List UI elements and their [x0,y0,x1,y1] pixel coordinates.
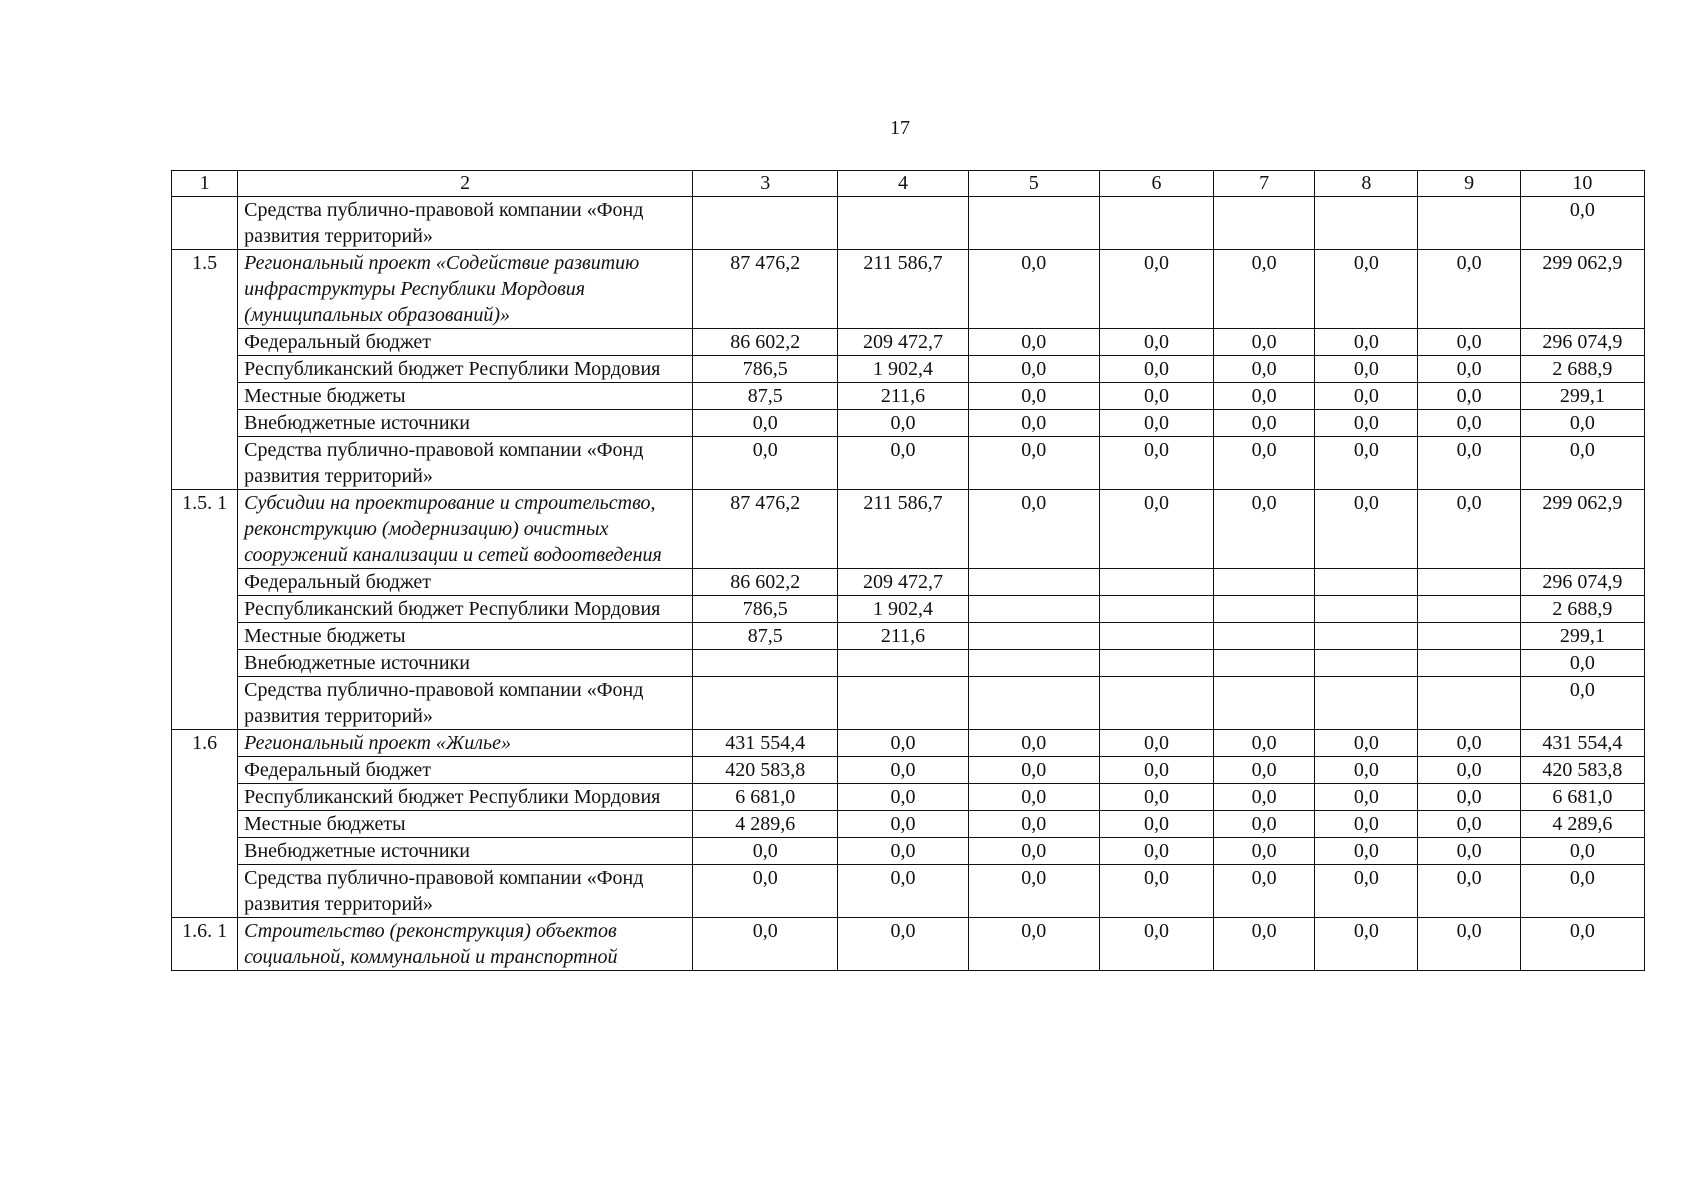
value-cell-col-7: 0,0 [1214,437,1315,490]
value-cell-col-8: 0,0 [1315,410,1418,437]
value-cell-col-9: 0,0 [1418,730,1520,757]
value-cell-col-10: 296 074,9 [1520,569,1644,596]
value-cell-col-8: 0,0 [1315,865,1418,918]
row-description: Внебюджетные источники [238,650,693,677]
row-description: Региональный проект «Содействие развитию инфраструктуры Республики Мордовия (муниципальных образований)» [238,250,693,329]
value-cell-col-8: 0,0 [1315,757,1418,784]
value-cell-col-4: 209 472,7 [838,329,968,356]
table-row [172,569,1645,596]
table-row [172,596,1645,623]
value-cell-col-3 [693,677,838,730]
value-cell-col-9: 0,0 [1418,250,1520,329]
value-cell-col-3: 431 554,4 [693,730,838,757]
value-cell-col-4: 211 586,7 [838,490,968,569]
value-cell-col-7: 0,0 [1214,838,1315,865]
value-cell-col-8 [1315,623,1418,650]
column-header-6: 6 [1099,171,1213,197]
value-cell-col-3: 786,5 [693,356,838,383]
value-cell-col-7 [1214,623,1315,650]
value-cell-col-5 [968,623,1099,650]
value-cell-col-3: 0,0 [693,918,838,971]
value-cell-col-10: 0,0 [1520,677,1644,730]
value-cell-col-8: 0,0 [1315,918,1418,971]
value-cell-col-10: 0,0 [1520,918,1644,971]
value-cell-col-7: 0,0 [1214,918,1315,971]
value-cell-col-3: 87,5 [693,623,838,650]
value-cell-col-6 [1099,650,1213,677]
value-cell-col-3: 87 476,2 [693,490,838,569]
value-cell-col-7: 0,0 [1214,730,1315,757]
value-cell-col-9: 0,0 [1418,410,1520,437]
value-cell-col-3: 86 602,2 [693,329,838,356]
value-cell-col-6: 0,0 [1099,437,1213,490]
value-cell-col-7: 0,0 [1214,757,1315,784]
value-cell-col-4: 0,0 [838,784,968,811]
value-cell-col-7: 0,0 [1214,383,1315,410]
table-row [172,490,1645,569]
value-cell-col-6: 0,0 [1099,784,1213,811]
table-row [172,730,1645,757]
value-cell-col-6: 0,0 [1099,490,1213,569]
value-cell-col-8 [1315,650,1418,677]
table-row [172,383,1645,410]
table-row [172,677,1645,730]
value-cell-col-3: 0,0 [693,865,838,918]
row-description: Местные бюджеты [238,623,693,650]
column-header-2: 2 [238,171,693,197]
value-cell-col-8: 0,0 [1315,784,1418,811]
value-cell-col-4 [838,197,968,250]
value-cell-col-3: 786,5 [693,596,838,623]
column-header-1: 1 [172,171,238,197]
value-cell-col-10: 420 583,8 [1520,757,1644,784]
value-cell-col-4 [838,677,968,730]
row-description: Республиканский бюджет Республики Мордовия [238,356,693,383]
row-description: Местные бюджеты [238,383,693,410]
value-cell-col-10: 4 289,6 [1520,811,1644,838]
value-cell-col-3: 0,0 [693,437,838,490]
value-cell-col-9 [1418,569,1520,596]
value-cell-col-6 [1099,596,1213,623]
value-cell-col-8: 0,0 [1315,356,1418,383]
table-row [172,329,1645,356]
row-description: Строительство (реконструкция) объектов социальной, коммунальной и транспортной [238,918,693,971]
value-cell-col-9: 0,0 [1418,383,1520,410]
column-header-7: 7 [1214,171,1315,197]
value-cell-col-3 [693,197,838,250]
value-cell-col-9: 0,0 [1418,784,1520,811]
row-description: Региональный проект «Жилье» [238,730,693,757]
row-number: 1.5. 1 [172,490,238,730]
row-description: Средства публично-правовой компании «Фонд развития территорий» [238,677,693,730]
value-cell-col-4: 0,0 [838,918,968,971]
value-cell-col-4 [838,650,968,677]
value-cell-col-4: 1 902,4 [838,356,968,383]
value-cell-col-3: 6 681,0 [693,784,838,811]
value-cell-col-9: 0,0 [1418,838,1520,865]
value-cell-col-8: 0,0 [1315,250,1418,329]
value-cell-col-10: 0,0 [1520,197,1644,250]
value-cell-col-6: 0,0 [1099,730,1213,757]
value-cell-col-5 [968,197,1099,250]
value-cell-col-5 [968,569,1099,596]
value-cell-col-3: 87 476,2 [693,250,838,329]
value-cell-col-4: 0,0 [838,865,968,918]
value-cell-col-7 [1214,596,1315,623]
value-cell-col-6: 0,0 [1099,918,1213,971]
row-description: Республиканский бюджет Республики Мордовия [238,596,693,623]
value-cell-col-7 [1214,650,1315,677]
value-cell-col-5: 0,0 [968,784,1099,811]
value-cell-col-4: 211,6 [838,383,968,410]
value-cell-col-5 [968,650,1099,677]
value-cell-col-7 [1214,569,1315,596]
value-cell-col-9 [1418,623,1520,650]
value-cell-col-3: 87,5 [693,383,838,410]
table-body [172,197,1645,971]
value-cell-col-6 [1099,677,1213,730]
budget-table [171,170,1645,971]
value-cell-col-5: 0,0 [968,383,1099,410]
row-description: Республиканский бюджет Республики Мордовия [238,784,693,811]
value-cell-col-3: 0,0 [693,838,838,865]
value-cell-col-9 [1418,596,1520,623]
table-row [172,811,1645,838]
value-cell-col-8 [1315,677,1418,730]
table-row [172,865,1645,918]
row-description: Федеральный бюджет [238,329,693,356]
value-cell-col-5: 0,0 [968,757,1099,784]
table-row [172,437,1645,490]
row-description: Субсидии на проектирование и строительство, реконструкцию (модернизацию) очистных сооружений канализации и сетей водоотведения [238,490,693,569]
value-cell-col-8: 0,0 [1315,811,1418,838]
value-cell-col-4: 0,0 [838,410,968,437]
value-cell-col-10: 2 688,9 [1520,356,1644,383]
value-cell-col-4: 0,0 [838,838,968,865]
value-cell-col-9 [1418,650,1520,677]
value-cell-col-10: 299 062,9 [1520,490,1644,569]
value-cell-col-8: 0,0 [1315,838,1418,865]
value-cell-col-7: 0,0 [1214,811,1315,838]
row-number: 1.6 [172,730,238,918]
header-row [172,171,1645,197]
value-cell-col-6: 0,0 [1099,811,1213,838]
value-cell-col-6: 0,0 [1099,356,1213,383]
row-number [172,197,238,250]
value-cell-col-10: 6 681,0 [1520,784,1644,811]
value-cell-col-7: 0,0 [1214,356,1315,383]
value-cell-col-10: 299,1 [1520,383,1644,410]
value-cell-col-3: 4 289,6 [693,811,838,838]
table-row [172,250,1645,329]
column-header-8: 8 [1315,171,1418,197]
value-cell-col-5: 0,0 [968,918,1099,971]
row-description: Средства публично-правовой компании «Фонд развития территорий» [238,865,693,918]
value-cell-col-6 [1099,623,1213,650]
value-cell-col-5: 0,0 [968,250,1099,329]
value-cell-col-5: 0,0 [968,490,1099,569]
value-cell-col-8 [1315,569,1418,596]
value-cell-col-4: 211,6 [838,623,968,650]
table-row [172,784,1645,811]
row-number: 1.6. 1 [172,918,238,971]
value-cell-col-4: 1 902,4 [838,596,968,623]
value-cell-col-10: 0,0 [1520,650,1644,677]
table-row [172,410,1645,437]
value-cell-col-9: 0,0 [1418,356,1520,383]
value-cell-col-9: 0,0 [1418,757,1520,784]
value-cell-col-6: 0,0 [1099,329,1213,356]
row-description: Внебюджетные источники [238,838,693,865]
value-cell-col-5: 0,0 [968,329,1099,356]
value-cell-col-7: 0,0 [1214,410,1315,437]
value-cell-col-10: 0,0 [1520,410,1644,437]
value-cell-col-5 [968,596,1099,623]
column-header-5: 5 [968,171,1099,197]
table-row [172,623,1645,650]
value-cell-col-8: 0,0 [1315,329,1418,356]
value-cell-col-10: 0,0 [1520,865,1644,918]
value-cell-col-3: 86 602,2 [693,569,838,596]
value-cell-col-10: 0,0 [1520,437,1644,490]
value-cell-col-5: 0,0 [968,437,1099,490]
value-cell-col-7: 0,0 [1214,865,1315,918]
value-cell-col-4: 0,0 [838,811,968,838]
value-cell-col-7: 0,0 [1214,784,1315,811]
table-row [172,757,1645,784]
table-row [172,838,1645,865]
value-cell-col-6 [1099,197,1213,250]
value-cell-col-9: 0,0 [1418,329,1520,356]
value-cell-col-5: 0,0 [968,730,1099,757]
value-cell-col-6: 0,0 [1099,410,1213,437]
value-cell-col-8: 0,0 [1315,730,1418,757]
value-cell-col-9: 0,0 [1418,811,1520,838]
value-cell-col-8 [1315,197,1418,250]
value-cell-col-10: 431 554,4 [1520,730,1644,757]
value-cell-col-5: 0,0 [968,811,1099,838]
value-cell-col-9 [1418,677,1520,730]
value-cell-col-6 [1099,569,1213,596]
table-row [172,918,1645,971]
value-cell-col-3 [693,650,838,677]
table-row [172,650,1645,677]
value-cell-col-3: 420 583,8 [693,757,838,784]
value-cell-col-5 [968,677,1099,730]
value-cell-col-7: 0,0 [1214,329,1315,356]
row-description: Местные бюджеты [238,811,693,838]
value-cell-col-8: 0,0 [1315,490,1418,569]
value-cell-col-7: 0,0 [1214,490,1315,569]
table-row [172,197,1645,250]
row-description: Средства публично-правовой компании «Фонд развития территорий» [238,197,693,250]
page-number: 17 [890,117,910,139]
value-cell-col-9: 0,0 [1418,918,1520,971]
value-cell-col-6: 0,0 [1099,757,1213,784]
value-cell-col-10: 299,1 [1520,623,1644,650]
value-cell-col-8 [1315,596,1418,623]
value-cell-col-3: 0,0 [693,410,838,437]
row-description: Внебюджетные источники [238,410,693,437]
value-cell-col-8: 0,0 [1315,383,1418,410]
value-cell-col-9: 0,0 [1418,437,1520,490]
value-cell-col-7 [1214,197,1315,250]
row-description: Средства публично-правовой компании «Фонд развития территорий» [238,437,693,490]
column-header-9: 9 [1418,171,1520,197]
column-header-3: 3 [693,171,838,197]
value-cell-col-4: 209 472,7 [838,569,968,596]
value-cell-col-5: 0,0 [968,865,1099,918]
value-cell-col-6: 0,0 [1099,865,1213,918]
row-number: 1.5 [172,250,238,490]
value-cell-col-10: 0,0 [1520,838,1644,865]
value-cell-col-10: 299 062,9 [1520,250,1644,329]
value-cell-col-5: 0,0 [968,838,1099,865]
value-cell-col-5: 0,0 [968,410,1099,437]
value-cell-col-4: 0,0 [838,730,968,757]
value-cell-col-7 [1214,677,1315,730]
value-cell-col-7: 0,0 [1214,250,1315,329]
value-cell-col-6: 0,0 [1099,838,1213,865]
column-header-10: 10 [1520,171,1644,197]
value-cell-col-6: 0,0 [1099,250,1213,329]
value-cell-col-6: 0,0 [1099,383,1213,410]
value-cell-col-4: 0,0 [838,437,968,490]
table-row [172,356,1645,383]
column-header-4: 4 [838,171,968,197]
value-cell-col-8: 0,0 [1315,437,1418,490]
value-cell-col-4: 211 586,7 [838,250,968,329]
row-description: Федеральный бюджет [238,757,693,784]
value-cell-col-9: 0,0 [1418,865,1520,918]
value-cell-col-9 [1418,197,1520,250]
value-cell-col-10: 296 074,9 [1520,329,1644,356]
row-description: Федеральный бюджет [238,569,693,596]
value-cell-col-5: 0,0 [968,356,1099,383]
value-cell-col-4: 0,0 [838,757,968,784]
value-cell-col-9: 0,0 [1418,490,1520,569]
value-cell-col-10: 2 688,9 [1520,596,1644,623]
